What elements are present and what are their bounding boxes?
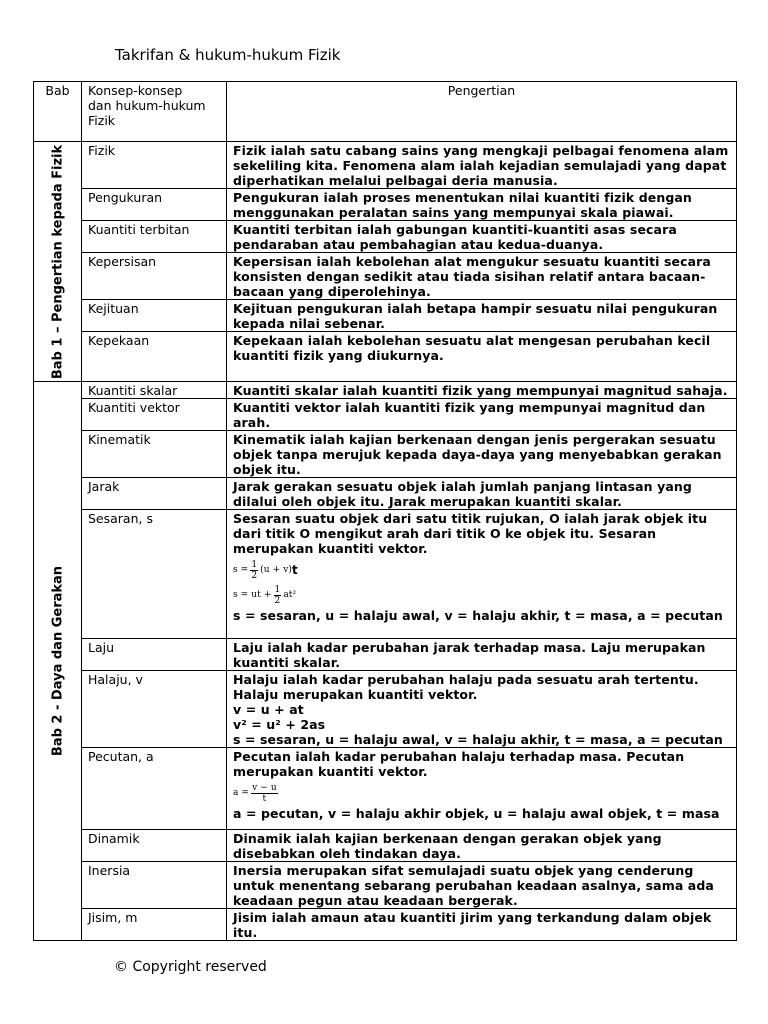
- table-row: [34, 189, 737, 221]
- concept-cell: Sesaran, s: [82, 510, 227, 639]
- definition-cell: Pengukuran ialah proses menentukan nilai kuantiti fizik dengan menggunakan peralatan sains yang mempunyai skala piawai.: [227, 189, 737, 221]
- definition-cell: Dinamik ialah kajian berkenaan dengan gerakan objek yang disebabkan oleh tindakan daya.: [227, 830, 737, 862]
- concept-cell: Kuantiti skalar: [82, 382, 227, 399]
- fraction-numerator: 1: [274, 585, 281, 595]
- concept-cell: Kepersisan: [82, 253, 227, 300]
- concept-cell: Jisim, m: [82, 909, 227, 941]
- definition-cell: Inersia merupakan sifat semulajadi suatu objek yang cenderung untuk menentang sebarang perubahan keadaan asalnya, sama ada keadaan pegun atau keadaan bergerak.: [227, 862, 737, 909]
- table-row: [34, 671, 737, 748]
- definition-cell: Jarak gerakan sesuatu objek ialah jumlah panjang lintasan yang dilalui oleh objek itu. Jarak merupakan kuantiti skalar.: [227, 478, 737, 510]
- concept-cell: Kejituan: [82, 300, 227, 332]
- definition-cell: Kinematik ialah kajian berkenaan dengan jenis pergerakan sesuatu objek tanpa merujuk kepada daya-daya yang menyebabkan gerakan objek itu.: [227, 431, 737, 478]
- table-row: [34, 748, 737, 830]
- fraction: [250, 560, 258, 581]
- concept-cell: Kinematik: [82, 431, 227, 478]
- fraction-denominator: 2: [251, 571, 258, 581]
- concept-cell: Jarak: [82, 478, 227, 510]
- chapter-cell: [34, 142, 82, 382]
- concept-cell: Kepekaan: [82, 332, 227, 382]
- formula-lhs: a =: [233, 788, 250, 798]
- concept-cell: Fizik: [82, 142, 227, 189]
- formula-rest: (u + v): [260, 565, 293, 575]
- copyright-notice: © Copyright reserved: [114, 959, 267, 975]
- fraction-numerator: v − u: [252, 783, 277, 793]
- concept-cell: Dinamik: [82, 830, 227, 862]
- page-title: Takrifan & hukum-hukum Fizik: [115, 46, 341, 64]
- chapter-cell: [34, 382, 82, 941]
- header-pengertian: Pengertian: [227, 82, 737, 142]
- table-row: [34, 830, 737, 862]
- table-row: [34, 382, 737, 399]
- concept-cell: Kuantiti terbitan: [82, 221, 227, 253]
- chapter-label: Bab 2 - Daya dan Gerakan: [50, 565, 65, 757]
- concept-cell: Pecutan, a: [82, 748, 227, 830]
- definition-cell: Kepersisan ialah kebolehan alat mengukur sesuatu kuantiti secara konsisten dengan sedikit atau tiada sisihan relatif antara bacaan-bacaan yang diperolehinya.: [227, 253, 737, 300]
- definition-cell: Kuantiti vektor ialah kuantiti fizik yang mempunyai magnitud dan arah.: [227, 399, 737, 431]
- velocity-equation-2: v² = u² + 2as: [233, 717, 326, 732]
- concept-cell: Kuantiti vektor: [82, 399, 227, 431]
- chapter-label: Bab 1 – Pengertian kepada Fizik: [50, 144, 65, 379]
- fraction: [251, 783, 278, 804]
- header-row: [34, 82, 737, 142]
- definition-cell: [227, 671, 737, 748]
- table-row: [34, 431, 737, 478]
- fraction-denominator: t: [262, 794, 267, 804]
- table-row: [34, 399, 737, 431]
- table-row: [34, 332, 737, 382]
- definition-cell: Laju ialah kadar perubahan jarak terhadap masa. Laju merupakan kuantiti skalar.: [227, 639, 737, 671]
- table-row: [34, 253, 737, 300]
- table-row: [34, 221, 737, 253]
- acceleration-formula: [233, 783, 730, 804]
- formula-lhs: s = ut +: [233, 590, 272, 600]
- table-row: [34, 510, 737, 639]
- variable-legend: s = sesaran, u = halaju awal, v = halaju akhir, t = masa, a = pecutan: [233, 732, 723, 747]
- variable-legend: a = pecutan, v = halaju akhir objek, u = halaju awal objek, t = masa: [233, 806, 720, 821]
- concept-cell: Inersia: [82, 862, 227, 909]
- definition-cell: Kepekaan ialah kebolehan sesuatu alat mengesan perubahan kecil kuantiti fizik yang diukurnya.: [227, 332, 737, 382]
- definition-cell: [227, 510, 737, 639]
- definition-text: Halaju ialah kadar perubahan halaju pada sesuatu arah tertentu. Halaju merupakan kuantiti vektor.: [233, 672, 699, 702]
- formula-t: t: [292, 563, 298, 577]
- concept-cell: Halaju, v: [82, 671, 227, 748]
- displacement-formula-1: [233, 560, 730, 581]
- table-row: [34, 862, 737, 909]
- header-bab: Bab: [34, 82, 82, 142]
- fraction: [274, 585, 282, 606]
- variable-legend: s = sesaran, u = halaju awal, v = halaju akhir, t = masa, a = pecutan: [233, 608, 723, 623]
- definition-text: Sesaran suatu objek dari satu titik rujukan, O ialah jarak objek itu dari titik O mengikut arah dari titik O ke objek itu. Sesaran merupakan kuantiti vektor.: [233, 511, 708, 556]
- definition-text: Pecutan ialah kadar perubahan halaju terhadap masa. Pecutan merupakan kuantiti vektor.: [233, 749, 685, 779]
- fraction-denominator: 2: [274, 596, 281, 606]
- table-row: [34, 639, 737, 671]
- velocity-equation-1: v = u + at: [233, 702, 304, 717]
- table-row: [34, 909, 737, 941]
- definition-cell: Kuantiti terbitan ialah gabungan kuantiti-kuantiti asas secara pendaraban atau pembahagian atau kedua-duanya.: [227, 221, 737, 253]
- formula-rest: at²: [283, 590, 297, 600]
- table-row: [34, 300, 737, 332]
- definition-cell: [227, 748, 737, 830]
- concept-cell: Laju: [82, 639, 227, 671]
- definition-cell: Fizik ialah satu cabang sains yang mengkaji pelbagai fenomena alam sekeliling kita. Fenomena alam ialah kejadian semulajadi yang dapat diperhatikan melalui pelbagai deria manusia.: [227, 142, 737, 189]
- formula-lhs: s =: [233, 565, 249, 575]
- definitions-table: [33, 81, 737, 941]
- displacement-formula-2: [233, 585, 730, 606]
- table-row: [34, 142, 737, 189]
- header-konsep: Konsep-konsep dan hukum-hukum Fizik: [82, 82, 227, 142]
- definition-cell: Kuantiti skalar ialah kuantiti fizik yang mempunyai magnitud sahaja.: [227, 382, 737, 399]
- definition-cell: Kejituan pengukuran ialah betapa hampir sesuatu nilai pengukuran kepada nilai sebenar.: [227, 300, 737, 332]
- definition-cell: Jisim ialah amaun atau kuantiti jirim yang terkandung dalam objek itu.: [227, 909, 737, 941]
- concept-cell: Pengukuran: [82, 189, 227, 221]
- table-row: [34, 478, 737, 510]
- fraction-numerator: 1: [251, 560, 258, 570]
